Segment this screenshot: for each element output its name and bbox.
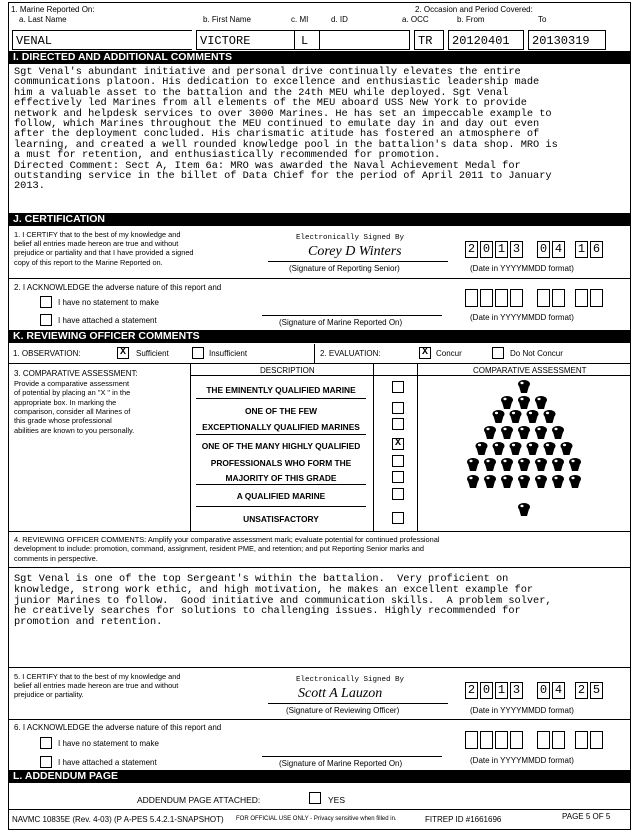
- marine-figure-icon: [501, 426, 513, 439]
- item2-label: 2. Occasion and Period Covered:: [415, 5, 533, 14]
- description-item: THE EMINENTLY QUALIFIED MARINE: [206, 385, 356, 395]
- comment-line: a must for retention, and enthusiastically recommended for promotion.: [14, 149, 441, 162]
- assessment-checkbox[interactable]: [392, 471, 404, 483]
- assessment-checkbox[interactable]: [392, 455, 404, 467]
- border-bottom: [8, 829, 631, 830]
- to-label: To: [538, 15, 547, 24]
- marine-figure-icon: [527, 410, 539, 423]
- official-use-notice: FOR OFFICIAL USE ONLY - Privacy sensitive when filled in.: [236, 816, 397, 822]
- do-not-concur-checkbox[interactable]: [492, 347, 504, 359]
- marine-figure-icon: [493, 442, 505, 455]
- date-digit-box[interactable]: [575, 731, 588, 749]
- instruction-line: 4. REVIEWING OFFICER COMMENTS: Amplify your comparative assessment mark; evaluate potential for continued professional: [14, 535, 440, 544]
- description-separator: [196, 484, 366, 485]
- description-separator: [196, 398, 366, 399]
- assessment-checkbox[interactable]: [392, 381, 404, 393]
- marine-figure-icon: [552, 426, 564, 439]
- insufficient-label: Insufficient: [209, 349, 248, 358]
- comment-line: after the deployment concluded. His charismatic atitude has fostered an atmosphere of: [14, 128, 540, 141]
- marine-figure-icon: [518, 458, 530, 471]
- marine-figure-icon: [552, 458, 564, 471]
- date-digit-box[interactable]: [465, 731, 478, 749]
- comparative-line: Provide a comparative assessment: [14, 379, 130, 388]
- description-separator: [196, 434, 366, 435]
- comment-line: 2013.: [14, 180, 45, 193]
- mi-field[interactable]: [295, 30, 320, 50]
- date-caption-3: (Date in YYYYMMDD format): [470, 706, 574, 715]
- date-digit-box[interactable]: 2: [575, 682, 588, 699]
- attached-statement-label-2: I have attached a statement: [58, 758, 157, 767]
- date-digit-box[interactable]: 0: [537, 241, 550, 258]
- marine-figure-icon: [518, 380, 530, 393]
- observation-label: 1. OBSERVATION:: [13, 349, 81, 358]
- occ-value: TR: [418, 34, 433, 48]
- last-name-label: a. Last Name: [19, 15, 67, 24]
- divider: [8, 531, 631, 532]
- reviewer-certify-line: 5. I CERTIFY that to the best of my knowledge and: [14, 672, 181, 681]
- concur-label: Concur: [436, 349, 462, 358]
- description-item: PROFESSIONALS WHO FORM THE: [210, 458, 352, 468]
- date-digit-box[interactable]: [590, 731, 603, 749]
- divider: [8, 809, 631, 810]
- divider: [8, 567, 631, 568]
- date-digit-box[interactable]: [552, 289, 565, 307]
- addendum-checkbox[interactable]: [309, 792, 321, 804]
- date-digit-box[interactable]: [510, 289, 523, 307]
- reporting-senior-signature: Corey D Winters: [308, 244, 402, 259]
- description-item: A QUALIFIED MARINE: [236, 491, 326, 501]
- marine-figure-icon: [510, 442, 522, 455]
- to-value: 20130319: [532, 34, 590, 48]
- marine-signature-line-2: [262, 756, 442, 757]
- mi-label: c. MI: [291, 15, 309, 24]
- border-left: [8, 2, 9, 830]
- assessment-checkbox[interactable]: [392, 488, 404, 500]
- marine-figure-icon: [561, 442, 573, 455]
- acknowledge-label-2: 6. I ACKNOWLEDGE the adverse nature of this report and: [14, 723, 222, 732]
- reviewer-comment-line: he creatively searches for solutions to challenging issues. Highly recommended for: [14, 605, 521, 618]
- marine-figure-icon: [569, 475, 581, 488]
- reviewer-comment-line: promotion and retention.: [14, 616, 163, 629]
- comparative-line: this grade whose professional: [14, 416, 112, 426]
- reviewer-comment-line: Sgt Venal is one of the top Sergeant's within the battalion. Very proficient on: [14, 573, 509, 585]
- section-l-header: L. ADDENDUM PAGE: [8, 770, 631, 783]
- reviewer-certify-line: belief all entries made hereon are true and without: [14, 681, 179, 691]
- divider: [8, 719, 631, 720]
- form-id: NAVMC 10835E (Rev. 4-03) (P A-PES 5.4.2.1-SNAPSHOT): [12, 815, 224, 824]
- date-digit-box[interactable]: 5: [590, 682, 603, 699]
- marine-signature-caption-2: (Signature of Marine Reported On): [279, 759, 403, 768]
- date-caption-4: (Date in YYYYMMDD format): [470, 756, 574, 765]
- marine-figure-icon: [484, 475, 496, 488]
- date-digit-box[interactable]: [537, 731, 550, 749]
- comment-line: learning, and created a well rounded knowledge pool in the battalion's data shop. MRO is: [14, 138, 558, 151]
- from-label: b. From: [457, 15, 485, 24]
- section-j-header: J. CERTIFICATION: [8, 213, 631, 226]
- marine-figure-icon: [467, 475, 479, 488]
- addendum-label: ADDENDUM PAGE ATTACHED:: [137, 795, 261, 805]
- marine-figure-icon: [535, 475, 547, 488]
- comment-line: follow, which Marines throughout the MEU continued to emulate day in and day out even: [14, 118, 540, 130]
- section-i-header: I. DIRECTED AND ADDITIONAL COMMENTS: [8, 51, 631, 64]
- date-digit-box[interactable]: [465, 289, 478, 307]
- no-statement-label: I have no statement to make: [58, 298, 159, 307]
- first-name-value: VICTORE: [200, 34, 251, 48]
- date-digit-box[interactable]: 2: [465, 682, 478, 699]
- date-digit-box[interactable]: 0: [480, 241, 493, 258]
- electronically-signed-label: Electronically Signed By: [296, 234, 405, 242]
- certify-line: prejudice or partiality and that I have provided a signed: [14, 248, 194, 258]
- instruction-line: development to include: promotion, command, assignment, resident PME, and retention; and put Reporting Senior marks and: [14, 544, 424, 554]
- description-header: DESCRIPTION: [260, 366, 315, 375]
- marine-signature-line: [262, 315, 442, 316]
- comparative-line: appropriate box. In marking the: [14, 397, 117, 407]
- page-number: PAGE 5 OF 5: [562, 812, 611, 821]
- occ-field[interactable]: [414, 30, 444, 50]
- date-digit-box[interactable]: [480, 731, 493, 749]
- date-digit-box[interactable]: 1: [495, 241, 508, 258]
- reviewing-officer-signature: Scott A Lauzon: [298, 686, 383, 701]
- marine-figure-icon: [501, 396, 513, 409]
- marine-figure-icon: [510, 410, 522, 423]
- border-right: [630, 2, 631, 830]
- signature-line: [268, 261, 448, 262]
- mi-value: L: [301, 34, 309, 48]
- sufficient-checkbox[interactable]: X: [117, 347, 129, 359]
- comparative-line: abilities are known to you personally.: [14, 425, 135, 435]
- certify-line: 1. I CERTIFY that to the best of my knowledge and: [14, 230, 181, 239]
- marine-signature-caption: (Signature of Marine Reported On): [279, 318, 403, 327]
- acknowledge-label: 2. I ACKNOWLEDGE the adverse nature of this report and: [14, 283, 222, 292]
- from-value: 20120401: [452, 34, 510, 48]
- description-separator: [196, 506, 366, 507]
- sufficient-label: Sufficient: [136, 349, 169, 358]
- divider: [8, 278, 631, 279]
- marine-figure-icon: [535, 458, 547, 471]
- certify-line: belief all entries made hereon are true and without: [14, 239, 179, 249]
- comment-line: Sgt Venal's abundant initiative and personal drive continually elevates the entire: [14, 66, 521, 78]
- marine-figure-icon: [484, 426, 496, 439]
- date-digit-box[interactable]: 3: [510, 241, 523, 258]
- date-digit-box[interactable]: 1: [495, 682, 508, 699]
- occ-label: a. OCC: [402, 15, 429, 24]
- marine-figure-icon: [544, 410, 556, 423]
- comment-line: communications platoon. His dedication to excellence and enthusiastic leadership made: [14, 76, 540, 89]
- first-name-label: b. First Name: [203, 15, 252, 24]
- marine-figure-icon: [552, 475, 564, 488]
- fitrep-id: FITREP ID #1661696: [425, 815, 502, 824]
- date-digit-box[interactable]: 6: [590, 241, 603, 258]
- divider: [190, 363, 191, 531]
- comparative-line: of potential by placing an "X " in the: [14, 388, 131, 398]
- marine-figure-icon: [535, 396, 547, 409]
- date-digit-box[interactable]: 3: [510, 682, 523, 699]
- border-top: [8, 2, 631, 3]
- concur-checkbox[interactable]: X: [419, 347, 431, 359]
- signature-line-2: [268, 703, 448, 704]
- reviewer-comment-line: knowledge, strong work ethic, and high motivation, he makes an excellent example for: [14, 583, 534, 596]
- marine-figure-icon: [518, 396, 530, 409]
- divider: [8, 363, 631, 364]
- marine-figure-icon: [535, 426, 547, 439]
- comment-line: network and helpdesk services to over 3000 Marines. He has set an impeccable example to: [14, 107, 552, 120]
- marine-figure-icon: [501, 475, 513, 488]
- comparative-header: COMPARATIVE ASSESSMENT: [473, 366, 587, 375]
- marine-figure-icon: [518, 503, 530, 516]
- date-digit-box[interactable]: 4: [552, 682, 565, 699]
- comment-line: outstanding service in the billet of Data Chief for the period of April 2011 to January: [14, 170, 552, 182]
- id-label: d. ID: [331, 15, 348, 24]
- divider: [8, 667, 631, 668]
- last-name-value: VENAL: [16, 34, 53, 48]
- marine-figure-icon: [476, 442, 488, 455]
- from-field[interactable]: [448, 30, 524, 50]
- insufficient-checkbox[interactable]: [192, 347, 204, 359]
- no-statement-checkbox-2[interactable]: [40, 737, 52, 749]
- marine-figure-icon: [467, 458, 479, 471]
- date-caption: (Date in YYYYMMDD format): [470, 264, 574, 273]
- marine-figure-icon: [518, 426, 530, 439]
- divider: [314, 344, 315, 363]
- electronically-signed-label-2: Electronically Signed By: [296, 676, 405, 684]
- date-digit-box[interactable]: [510, 731, 523, 749]
- description-item: ONE OF THE FEW: [244, 406, 318, 416]
- comment-line: Directed Comment: Sect A, Item 6a: MRO was awarded the Naval Achievement Medal for: [14, 159, 521, 172]
- no-statement-checkbox[interactable]: [40, 296, 52, 308]
- divider: [373, 363, 374, 531]
- first-name-field[interactable]: [196, 30, 295, 50]
- description-item: UNSATISFACTORY: [243, 514, 319, 524]
- comparative-line: comparison, consider all Marines of: [14, 406, 131, 416]
- to-field[interactable]: [528, 30, 606, 50]
- date-digit-box[interactable]: [495, 731, 508, 749]
- comparative-pyramid: [418, 376, 630, 530]
- marine-figure-icon: [518, 475, 530, 488]
- assessment-checkbox[interactable]: [392, 512, 404, 524]
- id-field[interactable]: [320, 30, 410, 50]
- marine-figure-icon: [493, 410, 505, 423]
- date-digit-box[interactable]: 2: [465, 241, 478, 258]
- evaluation-label: 2. EVALUATION:: [320, 349, 381, 358]
- date-digit-box[interactable]: [575, 289, 588, 307]
- assessment-checkbox[interactable]: [392, 418, 404, 430]
- marine-figure-icon: [501, 458, 513, 471]
- attached-statement-checkbox[interactable]: [40, 314, 52, 326]
- date-digit-box[interactable]: [480, 289, 493, 307]
- date-digit-box[interactable]: [495, 289, 508, 307]
- comparative-label: 3. COMPARATIVE ASSESSMENT:: [14, 369, 138, 378]
- date-digit-box[interactable]: [537, 289, 550, 307]
- date-digit-box[interactable]: 1: [575, 241, 588, 258]
- do-not-concur-label: Do Not Concur: [510, 349, 563, 358]
- item1-label: 1. Marine Reported On:: [11, 5, 95, 14]
- reviewer-certify-line: prejudice or partiality.: [14, 690, 84, 700]
- description-item: ONE OF THE MANY HIGHLY QUALIFIED: [201, 441, 361, 451]
- date-caption-2: (Date in YYYYMMDD format): [470, 313, 574, 322]
- instruction-line: comments in perspective.: [14, 553, 98, 563]
- date-digit-box[interactable]: [552, 731, 565, 749]
- marine-figure-icon: [527, 442, 539, 455]
- addendum-yes-label: YES: [328, 795, 346, 805]
- assessment-checkbox[interactable]: X: [392, 438, 404, 450]
- date-digit-box[interactable]: [590, 289, 603, 307]
- last-name-field[interactable]: [12, 30, 192, 50]
- attached-statement-label: I have attached a statement: [58, 316, 157, 325]
- certify-line: copy of this report to the Marine Reported on.: [14, 257, 163, 267]
- description-item: MAJORITY OF THIS GRADE: [225, 473, 337, 483]
- comment-line: effectively led Marines from all elements of the MEU aboard USS New York to provide: [14, 97, 527, 110]
- date-digit-box[interactable]: 0: [480, 682, 493, 699]
- description-item: EXCEPTIONALLY QUALIFIED MARINES: [202, 422, 360, 432]
- reviewing-signature-caption: (Signature of Reviewing Officer): [286, 706, 400, 715]
- reviewer-comment-line: junior Marines to follow. Good initiative and communication skills. A problem solver,: [14, 594, 552, 607]
- marine-figure-icon: [544, 442, 556, 455]
- attached-statement-checkbox-2[interactable]: [40, 756, 52, 768]
- comment-line: him a valuable asset to the battalion and the 24th MEU while deployed. Sgt Venal: [14, 86, 509, 99]
- marine-figure-icon: [484, 458, 496, 471]
- assessment-checkbox[interactable]: [392, 402, 404, 414]
- date-digit-box[interactable]: 4: [552, 241, 565, 258]
- signature-caption: (Signature of Reporting Senior): [289, 264, 400, 273]
- no-statement-label-2: I have no statement to make: [58, 739, 159, 748]
- date-digit-box[interactable]: 0: [537, 682, 550, 699]
- section-k-header: K. REVIEWING OFFICER COMMENTS: [8, 330, 631, 343]
- marine-figure-icon: [569, 458, 581, 471]
